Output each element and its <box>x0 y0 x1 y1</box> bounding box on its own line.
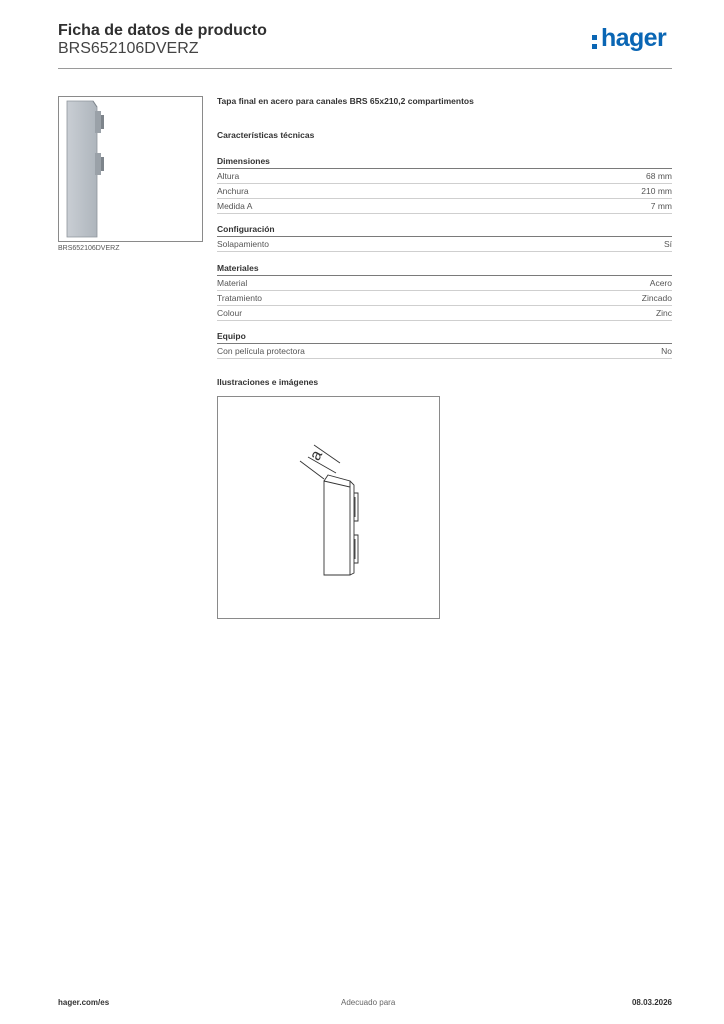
spec-label: Anchura <box>217 186 249 196</box>
illustration-box <box>217 396 440 619</box>
spec-value: Sí <box>663 239 672 249</box>
spec-label: Medida A <box>217 201 253 211</box>
spec-row <box>217 200 672 214</box>
spec-label: Solapamiento <box>217 239 269 249</box>
spec-value: 7 mm <box>650 201 672 211</box>
spec-label: Con película protectora <box>217 346 305 356</box>
footer-date: 08.03.2026 <box>631 998 672 1007</box>
logo-text: hager <box>601 24 667 52</box>
footer-center-text: Adecuado para <box>341 998 396 1007</box>
spec-row <box>217 277 672 291</box>
spec-value: 68 mm <box>646 171 672 181</box>
spec-label: Material <box>217 278 248 288</box>
product-thumbnail <box>58 96 203 242</box>
spec-row <box>217 170 672 184</box>
product-code: BRS652106DVERZ <box>58 40 199 57</box>
spec-label: Colour <box>217 308 243 318</box>
spec-value: Zinc <box>655 308 672 318</box>
footer-website[interactable]: hager.com/es <box>58 998 110 1007</box>
spec-group-title: Dimensiones <box>217 155 672 169</box>
spec-label: Tratamiento <box>217 293 263 303</box>
spec-value: No <box>661 346 672 356</box>
illustrations-title: Ilustraciones e imágenes <box>217 377 319 387</box>
end-cap-photo <box>59 97 202 241</box>
spec-group-title: Configuración <box>217 223 672 237</box>
spec-label: Altura <box>217 171 240 181</box>
logo-dot-top <box>592 35 597 40</box>
hager-logo <box>591 26 677 58</box>
spec-row <box>217 292 672 306</box>
spec-group-equipment <box>217 330 672 359</box>
technical-drawing <box>218 397 439 618</box>
spec-value: Zincado <box>641 293 672 303</box>
page-title: Ficha de datos de producto <box>58 22 267 39</box>
product-description: Tapa final en acero para canales BRS 65x210,2 compartimentos <box>217 96 474 106</box>
spec-value: Acero <box>649 278 672 288</box>
dimension-label: a <box>306 447 327 464</box>
specs-title: Características técnicas <box>217 130 315 140</box>
spec-row <box>217 238 672 252</box>
spec-value: 210 mm <box>641 186 672 196</box>
logo-dot-bottom <box>592 44 597 49</box>
thumbnail-caption: BRS652106DVERZ <box>58 245 120 252</box>
spec-row <box>217 307 672 321</box>
spec-group-configuration <box>217 223 672 252</box>
spec-group-title: Equipo <box>217 330 672 344</box>
spec-row <box>217 185 672 199</box>
spec-row <box>217 345 672 359</box>
spec-group-dimensions <box>217 155 672 214</box>
spec-group-materials <box>217 262 672 321</box>
header-divider <box>58 68 672 69</box>
spec-group-title: Materiales <box>217 262 672 276</box>
